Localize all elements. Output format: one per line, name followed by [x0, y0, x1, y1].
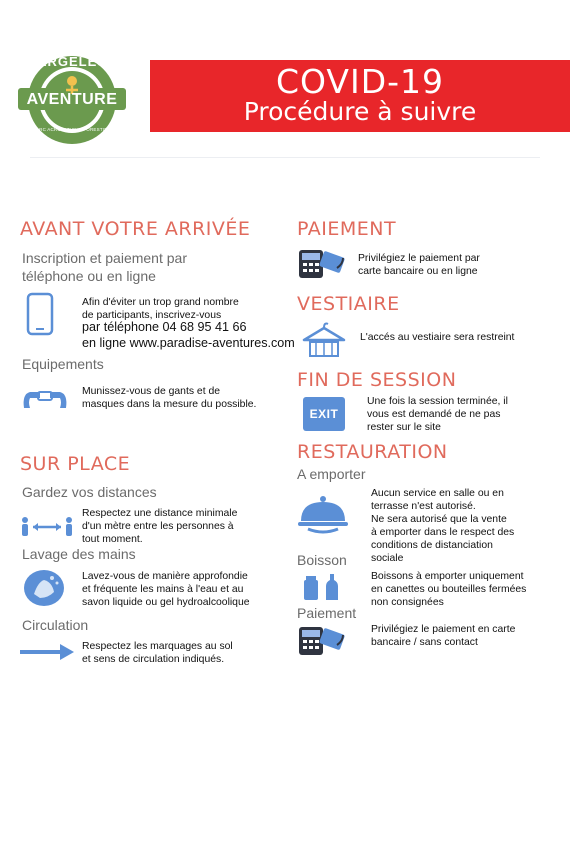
fin-session-text-line: Une fois la session terminée, il [367, 396, 508, 407]
contact-lines [82, 319, 295, 351]
lavage-text-line: et fréquente les mains à l'eau et au [82, 584, 244, 595]
bottles-icon [300, 572, 344, 602]
emporter-text-line: à emporter dans le respect des [371, 527, 515, 538]
distances-text [82, 507, 237, 546]
website-line: en ligne www.paradise-aventures.com [82, 336, 295, 350]
arrow-right-icon [20, 642, 74, 662]
inscription-text-line: Afin d'éviter un trop grand nombre [82, 297, 239, 308]
distance-icon [20, 515, 74, 537]
distances-text-line: d'un mètre entre les personnes à [82, 521, 234, 532]
lavage-text-line: Lavez-vous de manière approfondie [82, 571, 248, 582]
payment-terminal-icon [297, 248, 349, 280]
paiement-resto-text-line: bancaire / sans contact [371, 637, 478, 648]
emporter-text-line: sociale [371, 553, 404, 564]
boisson-text-line: en canettes ou bouteilles fermées [371, 584, 527, 595]
boisson-text-line: non consignées [371, 597, 444, 608]
phone-number-line: par téléphone 04 68 95 41 66 [82, 320, 247, 334]
header-divider [30, 157, 540, 158]
lavage-text-line: savon liquide ou gel hydroalcoolique [82, 597, 250, 608]
distances-text-line: tout moment. [82, 534, 143, 545]
handwash-icon [22, 568, 66, 608]
section-title-sur-place: SUR PLACE [20, 453, 131, 475]
emporter-text-line: Ne sera autorisé que la vente [371, 514, 507, 525]
cloche-icon [296, 495, 350, 535]
fin-session-text-line: rester sur le site [367, 422, 441, 433]
emporter-text-line: Aucun service en salle ou en [371, 488, 504, 499]
paiement-resto-heading: Paiement [297, 605, 357, 621]
banner-title: COVID-19 [275, 62, 445, 101]
circulation-text-line: et sens de circulation indiqués. [82, 654, 225, 665]
phone-icon [25, 292, 55, 336]
equipements-text-line: Munissez-vous de gants et de [82, 386, 221, 397]
circulation-text [82, 640, 233, 666]
circulation-heading: Circulation [22, 617, 89, 633]
logo-top-text: ARGELES [37, 54, 107, 69]
fin-session-text-line: vous est demandé de ne pas [367, 409, 501, 420]
payment-terminal-icon [297, 625, 349, 657]
emporter-text-line: conditions de distanciation [371, 540, 493, 551]
inscription-heading-line: Inscription et paiement par [22, 250, 187, 266]
distances-heading: Gardez vos distances [22, 484, 157, 500]
section-title-restauration: RESTAURATION [297, 441, 448, 463]
paiement-resto-text [371, 623, 515, 649]
gloves-icon [20, 384, 70, 412]
section-title-fin-session: FIN DE SESSION [297, 369, 457, 391]
fin-session-text [367, 395, 508, 434]
equipements-heading: Equipements [22, 356, 104, 372]
paiement-text-line: carte bancaire ou en ligne [358, 266, 478, 277]
section-title-avant: AVANT VOTRE ARRIVÉE [20, 218, 251, 240]
inscription-heading-line: téléphone ou en ligne [22, 268, 156, 284]
banner-subtitle: Procédure à suivre [243, 97, 477, 126]
equipements-text-line: masques dans la mesure du possible. [82, 399, 257, 410]
paiement-text-line: Privilégiez le paiement par [358, 253, 480, 264]
vestiaire-text: L'accés au vestiaire sera restreint [360, 332, 515, 343]
emporter-text-line: terrasse n'est autorisé. [371, 501, 476, 512]
paiement-resto-text-line: Privilégiez le paiement en carte [371, 624, 516, 635]
lavage-text [82, 570, 250, 609]
distances-text-line: Respectez une distance minimale [82, 508, 238, 519]
paiement-text [358, 252, 480, 278]
inscription-heading [22, 249, 187, 285]
emporter-heading: A emporter [297, 466, 366, 482]
section-title-vestiaire: VESTIAIRE [297, 293, 400, 315]
hanger-icon [300, 320, 348, 358]
lavage-heading: Lavage des mains [22, 546, 136, 562]
boisson-heading: Boisson [297, 552, 347, 568]
exit-icon-label: EXIT [309, 407, 339, 421]
emporter-text [371, 487, 514, 565]
exit-icon [303, 397, 345, 431]
boisson-text [371, 570, 526, 609]
section-title-paiement: PAIEMENT [297, 218, 397, 240]
logo-main-text: AVENTURE [26, 91, 118, 108]
inscription-text-line: de participants, inscrivez-vous [82, 310, 222, 321]
logo-ring-text: PARC ACROBATIQUE FORESTIER [33, 127, 111, 132]
boisson-text-line: Boissons à emporter uniquement [371, 571, 524, 582]
circulation-text-line: Respectez les marquages au sol [82, 641, 233, 652]
equipements-text [82, 385, 256, 411]
